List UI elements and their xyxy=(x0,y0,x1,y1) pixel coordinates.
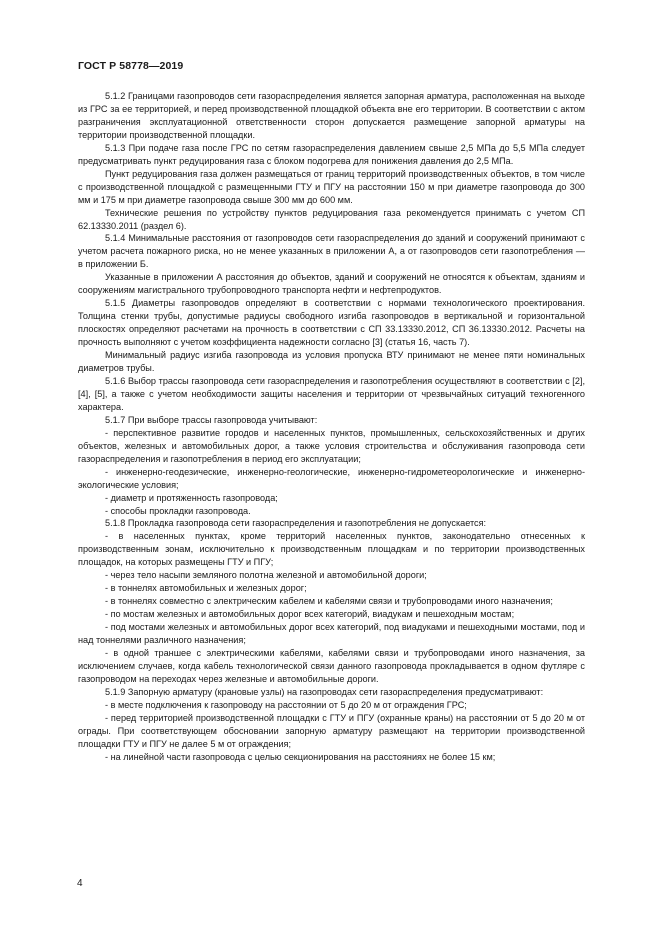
paragraph: Минимальный радиус изгиба газопровода из условия пропуска ВТУ принимают не менее пяти номинальных диаметров трубы. xyxy=(78,350,585,374)
paragraph: 5.1.3 При подаче газа после ГРС по сетям газораспределения давлением свыше 2,5 МПа до 5,5 МПа следует предусматривать пункт редуцирования газа с блоком подогрева для понижения давления до 2,5 МПа. xyxy=(78,142,585,166)
paragraph: 5.1.2 Границами газопроводов сети газораспределения является запорная арматура, расположенная на выходе из ГРС за ее территорией, и перед производственной площадкой объекта вне его территории. В соответствии с актом разграничения эксплуатационной ответственности сторон допускается размещение запорной арматуры на территории производственной площадки. xyxy=(78,91,585,140)
list-item: - через тело насыпи земляного полотна железной и автомобильной дороги; xyxy=(105,570,427,581)
list-item: - на линейной части газопровода с целью секционирования на расстояниях не более 15 км; xyxy=(105,751,496,762)
list-item: - инженерно-геодезические, инженерно-геологические, инженерно-гидрометеорологические и инженерно-экологические условия; xyxy=(78,466,585,490)
list-item: - в тоннелях автомобильных и железных дорог; xyxy=(105,583,307,594)
paragraph: Пункт редуцирования газа должен размещаться от границ территорий производственных объектов, в том числе с производственной площадкой с размещенными ГТУ и ПГУ на расстоянии 150 м при диаметре газопровода до 300 мм и 175 м при диаметре газопровода свыше 300 мм до 600 мм. xyxy=(78,168,585,205)
list-item: - способы прокладки газопровода. xyxy=(105,505,251,516)
paragraph: 5.1.6 Выбор трассы газопровода сети газораспределения и газопотребления осуществляют в соответствии с [2], [4], [5], а также с учетом необходимости защиты населения и территории от чрезвычайных ситуаций техногенного характера. xyxy=(78,375,585,412)
paragraph: 5.1.4 Минимальные расстояния от газопроводов сети газораспределения до зданий и сооружений принимают с учетом расчета пожарного риска, но не менее указанных в приложении А, а от газопроводов сети газопотребления — в приложении Б. xyxy=(78,233,585,270)
list-item: - по мостам железных и автомобильных дорог всех категорий, виадукам и пешеходным мостам; xyxy=(105,609,515,620)
page-number: 4 xyxy=(77,878,83,889)
paragraph: 5.1.9 Запорную арматуру (крановые узлы) на газопроводах сети газораспределения предусматривают: xyxy=(105,686,544,697)
list-item: - в месте подключения к газопроводу на расстоянии от 5 до 20 м от ограждения ГРС; xyxy=(105,699,467,710)
list-item: - перспективное развитие городов и населенных пунктов, промышленных, сельскохозяйственных и других объектов, железных и автомобильных дорог, а также условия строительства и обслуживания газопровода сети газораспределения и газопотребления в период его эксплуатации; xyxy=(78,427,585,464)
paragraph: 5.1.8 Прокладка газопровода сети газораспределения и газопотребления не допускается: xyxy=(105,518,487,529)
document-header: ГОСТ Р 58778—2019 xyxy=(78,60,184,72)
paragraph: 5.1.7 При выборе трассы газопровода учитывают: xyxy=(105,414,318,425)
paragraph: Технические решения по устройству пунктов редуцирования газа рекомендуется принимать с учетом СП 62.13330.2011 (раздел 6). xyxy=(78,207,585,231)
list-item: - в тоннелях совместно с электрическим кабелем и кабелями связи и трубопроводами иного назначения; xyxy=(105,596,553,607)
list-item: - перед территорией производственной площадки с ГТУ и ПГУ (охранные краны) на расстоянии от 5 до 20 м от ограды. При соответствующем обосновании запорную арматуру размещают на территории производственной площадки ГТУ и ПГУ не далее 5 м от ограждения; xyxy=(78,712,585,749)
paragraph: Указанные в приложении А расстояния до объектов, зданий и сооружений не относятся к объектам, зданиям и сооружениям магистрального трубопроводного транспорта нефти и нефтепродуктов. xyxy=(78,272,585,296)
document-body xyxy=(78,90,585,764)
paragraph: 5.1.5 Диаметры газопроводов определяют в соответствии с нормами технологического проектирования. Толщина стенки трубы, допустимые радиусы свободного изгиба газопроводов в вертикальной и горизонтальной плоскостях определяют расчетами на прочность в соответствии с СП 33.13330.2012, СП 36.13330.2012. Расчеты на прочность выполняют с учетом коэффициента надежности согласно [3] (статья 16, часть 7). xyxy=(78,298,585,348)
list-item: - диаметр и протяженность газопровода; xyxy=(105,492,278,503)
list-item: - в одной траншее с электрическими кабелями, кабелями связи и трубопроводами иного назначения, за исключением случаев, когда кабель технологической связи данного газопровода прокладывается в одном футляре с газопроводом на переходах через железные и автомобильные дороги. xyxy=(78,647,585,684)
list-item: - в населенных пунктах, кроме территорий населенных пунктов, законодательно отнесенных к производственным зонам, исключительно к производственным площадкам и по территории производственных площадок, на которых размещены ГТУ и ПГУ; xyxy=(78,531,585,568)
list-item: - под мостами железных и автомобильных дорог всех категорий, под виадуками и пешеходными мостами, под и над тоннелями различного назначения; xyxy=(78,622,585,646)
